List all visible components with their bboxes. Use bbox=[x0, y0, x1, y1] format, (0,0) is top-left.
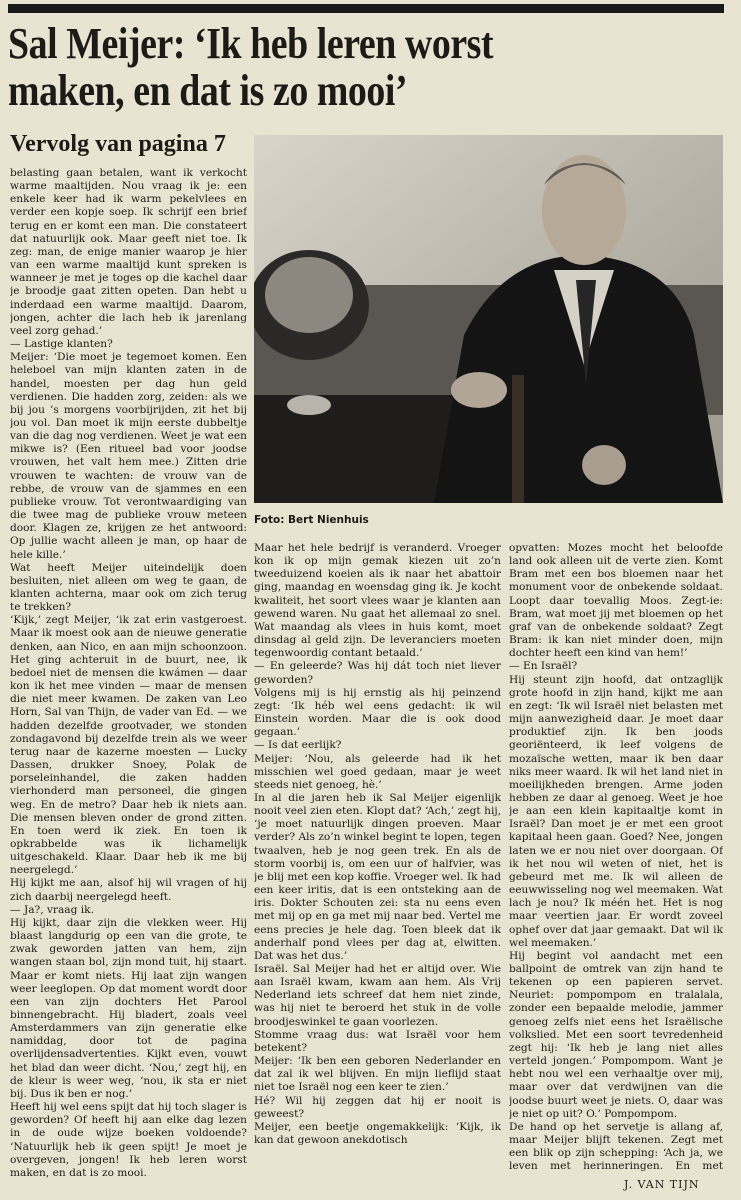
paragraph: ‘Kijk,’ zegt Meijer, ‘ik zat erin vastgeroest. Maar ik moest ook aan de nieuwe generatie denken, aan Nico, en aan mijn schoonzoon. Het ging achteruit in de buurt, nee, ik bedoel niet de mensen die kwámen — daar kon ik het mee vinden — maar de mensen die niet meer kwamen. De zaken van Leo Horn, Sal van Thijn, de vader van Ed. — we hadden dezelfde grootvader, we stonden zondagavond bij dezelfde trein als we weer terug naar de kazerne moesten — Lucky Dassen, drukker Snoey, Polak de porseleinhandel, die zaken hadden vierhonderd man personeel, die gingen weg. En de metro? Daar heb ik niets aan. Die mensen bleven onder de grond zitten. En toen werd ik ziek. En toen ik opkrabbelde was ik lichamelijk uitgeschakeld. Klaar. Daar heb ik me bij neergelegd.’ bbox=[10, 614, 247, 877]
headline-line-1: Sal Meijer: ‘Ik heb leren worst bbox=[8, 19, 494, 68]
paragraph: Heeft hij wel eens spijt dat hij toch slager is geworden? Of heeft hij aan elke dag lezen in de oude wijze boeken voldoende? ‘Natuurlijk heb ik geen spijt! Je moet je overgeven, jongen! Ik heb leren worst maken, en dat is zo mooi. bbox=[10, 1101, 247, 1179]
paragraph: — Ja?, vraag ik. bbox=[10, 903, 94, 916]
paragraph: Stomme vraag dus: wat Israël voor hem betekent? bbox=[254, 1028, 501, 1054]
paragraph: Maar het hele bedrijf is veranderd. Vroeger kon ik op mijn gemak kiezen uit zo’n tweeduizend koeien als ik naar het abattoir ging, maandag en woensdag ging ik. Je kocht kwaliteit, het soort vlees waar je klanten aan gewend waren. Nu gaat het allemaal zo snel. Wat maandag als vlees in huis komt, moet dinsdag al geld zijn. De leveranciers moeten tegenwoordig contant betaald.’ bbox=[254, 542, 501, 660]
article-column-1 bbox=[10, 167, 247, 1197]
paragraph: belasting gaan betalen, want ik verkocht warme maaltijden. Nou vraag ik je: een enkele keer had ik warm pekelvlees en verder een kopje soep. Ik schrijf een brief terug en er komt een man. Die constateert dat natuurlijk ook. Maar geeft niet toe. Ik zeg: man, de enige manier waarop je hier van een warme maaltijd kunt spreken is wanneer je met je toges op die kachel daar je broodje gaat zitten opeten. Dan hebt u inderdaad een warme maaltijd. Daarom, jongen, achter die lach heb ik jarenlang veel zorg gehad.’ bbox=[10, 167, 247, 337]
paragraph: — Lastige klanten? bbox=[10, 338, 113, 351]
paragraph: Israël. Sal Meijer had het er altijd over. Wie aan Israël kwam, kwam aan hem. Als Vrij Nederland iets schreef dat hem niet zinde, was hij niet te beroerd het stuk in de volle broodjeswinkel te gaan voorlezen. bbox=[254, 963, 501, 1028]
paragraph: Meijer: ‘Ik ben een geboren Nederlander en dat zal ik wel blijven. En mijn lieflijd staat niet toe Israël nog een keer te zien.’ bbox=[254, 1055, 501, 1094]
headline bbox=[8, 20, 624, 114]
paragraph: — En geleerde? Was hij dát toch niet liever geworden? bbox=[254, 660, 501, 686]
paragraph: Volgens mij is hij ernstig als hij peinzend zegt: ‘Ik héb wel eens gedacht: ik wil Einstein worden. Maar die is ook dood gegaan.’ bbox=[254, 686, 501, 739]
paragraph: Hij kijkt, daar zijn die vlekken weer. Hij blaast langdurig op een van die grote, te zwak geworden jatten van hem, zijn wangen staan bol, zijn mond tuit, hij staart. Maar er komt niets. Hij laat zijn wangen weer leeglopen. Op dat moment wordt door een van zijn dochters Het Parool binnengebracht. Hij bladert, zoals veel Amsterdammers van zijn generatie elke namiddag, door tot de pagina overlijdensadvertenties. Kijkt even, vouwt het blad dan weer dicht. ‘Nou,’ zegt hij, en de kleur is weer weg, ‘nou, ik sta er niet bij. Dus ik ben er nog.’ bbox=[10, 916, 247, 1100]
author-byline: J. VAN TIJN bbox=[624, 1178, 700, 1191]
photo-caption: Foto: Bert Nienhuis bbox=[254, 514, 369, 526]
article-column-2 bbox=[254, 542, 501, 1197]
paragraph: — En Israël? bbox=[509, 660, 578, 673]
paragraph: Hé? Wil hij zeggen dat hij er nooit is geweest? bbox=[254, 1094, 501, 1120]
paragraph: In al die jaren heb ik Sal Meijer eigenlijk nooit veel zien eten. Klopt dat? ‘Ach,’ zegt hij, ‘je moet natuurlijk dingen proeven. Maar verder? Als zo’n winkel begint te lopen, tegen twaalven, heb je nog geen trek. En als de storm voorbij is, om een uur of halfvier, was je blij met een kop koffie. Vroeger wel. Ik had een keer iritis, dat is een ontsteking aan de iris. Dokter Schouten zei: sta nu eens even met mij op en ga met mij naar bed. Vertel me eens precies je hele dag. Toen bleek dat ik anderhalf pond vlees per dag at, elwitten. Dat was het dus.’ bbox=[254, 791, 501, 962]
paragraph: Hij kijkt me aan, alsof hij wil vragen of hij zich daarbij neergelegd heeft. bbox=[10, 877, 247, 903]
article-column-3 bbox=[509, 542, 723, 1172]
paragraph: Meijer: ‘Die moet je tegemoet komen. Een heleboel van mijn klanten zaten in de handel, moesten per dag hun geld verdienen. Die hadden zorg, zeiden: als we bij jou ’s morgens voorbijrijden, zit het bij jou vol. Dan moet ik mijn eerste dubbeltje van die dag nog verdienen. Weet je wat een mikwe is? (Een ritueel bad voor joodse vrouwen, het valt hem mee.) Zitten drie vrouwen te wachten: de vrouw van de rebbe, de vrouw van de sjammes en een publieke vrouw. Tot verontwaardiging van die twee mag de publieke vrouw meteen door. Klagen ze, krijgen ze het antwoord: Op jullie wacht alleen je man, op haar de hele kille.’ bbox=[10, 351, 247, 561]
photo-illustration bbox=[254, 135, 723, 503]
headline-line-2: maken, en dat is zo mooi’ bbox=[8, 66, 408, 115]
paragraph: Wat heeft Meijer uiteindelijk doen besluiten, niet alleen om weg te gaan, de klanten achterna, maar ook om zich terug te trekken? bbox=[10, 561, 247, 614]
paragraph: opvatten: Mozes mocht het beloofde land ook alleen uit de verte zien. Komt Bram met een bos bloemen naar het monument voor de onbekende soldaat. Loopt daar toevallig Moos. Zegt-ie: Bram, wat moet jij met bloemen op het graf van de onbekende soldaat? Zegt Bram: ik kan niet minder doen, mijn dochter heeft een kind van hem!’ bbox=[509, 542, 723, 660]
portrait-photo bbox=[254, 135, 723, 503]
paragraph: — Is dat eerlijk? bbox=[254, 739, 342, 752]
paragraph: Hij steunt zijn hoofd, dat ontzaglijk grote hoofd in zijn hand, kijkt me aan en zegt: ‘Ik wil Israël niet belasten met mijn aanwezigheid daar. Je moet daar produktief zijn. Ik ben joods georiënteerd, ik leef volgens de mozaïsche wetten, maar ik ben daar niks meer waard. Ik wil het land niet in moeilijkheden brengen. Arme joden hebben ze daar al genoeg. Weet je hoe je aan een klein kapitaaltje komt in Israël? Dan moet je er met een groot kapitaal heen gaan. Goed? Nee, jongen laten we er nou niet over doorgaan. Of ik het nou wil weten of niet, het is gebeurd met me. Ik wil alleen de eeuwwisseling nog wel meemaken. Wat lach je nou? Ik méén het. Het is nog maar veertien jaar. Er wordt zoveel ophef over dat jaar gemaakt. Dat wil ik wel meemaken.’ bbox=[509, 673, 723, 949]
subheadline: Vervolg van pagina 7 bbox=[10, 131, 226, 157]
paragraph: Meijer: ‘Nou, als geleerde had ik het misschien wel goed gedaan, maar je weet steeds niet genoeg, hè.’ bbox=[254, 752, 501, 791]
top-rule bbox=[8, 4, 724, 13]
paragraph: Hij begint vol aandacht met een ballpoint de omtrek van zijn hand te tekenen op een papieren servet. Neuriet: pompompom en tralalala, zonder een bepaalde melodie, jammer genoeg zelfs niet eens het Israëlische volkslied. Met een soort tevredenheid zegt hij: ‘Ik heb je lang niet alles verteld jongen.’ Pompompom. Want je hebt nou wel een verhaaltje over mij, maar over dat verdwijnen van die joodse buurt weet je niets. O, daar was je niet op uit? O.’ Pompompom. bbox=[509, 949, 723, 1120]
paragraph: De hand op het servetje is allang af, maar Meijer blijft tekenen. Zegt met een blik op zijn schepping: ‘Ach ja, we leven met herinneringen. En met bbox=[509, 1120, 723, 1172]
paragraph: Meijer, een beetje ongemakkelijk: ‘Kijk, ik kan dat gewoon anekdotisch bbox=[254, 1120, 501, 1147]
